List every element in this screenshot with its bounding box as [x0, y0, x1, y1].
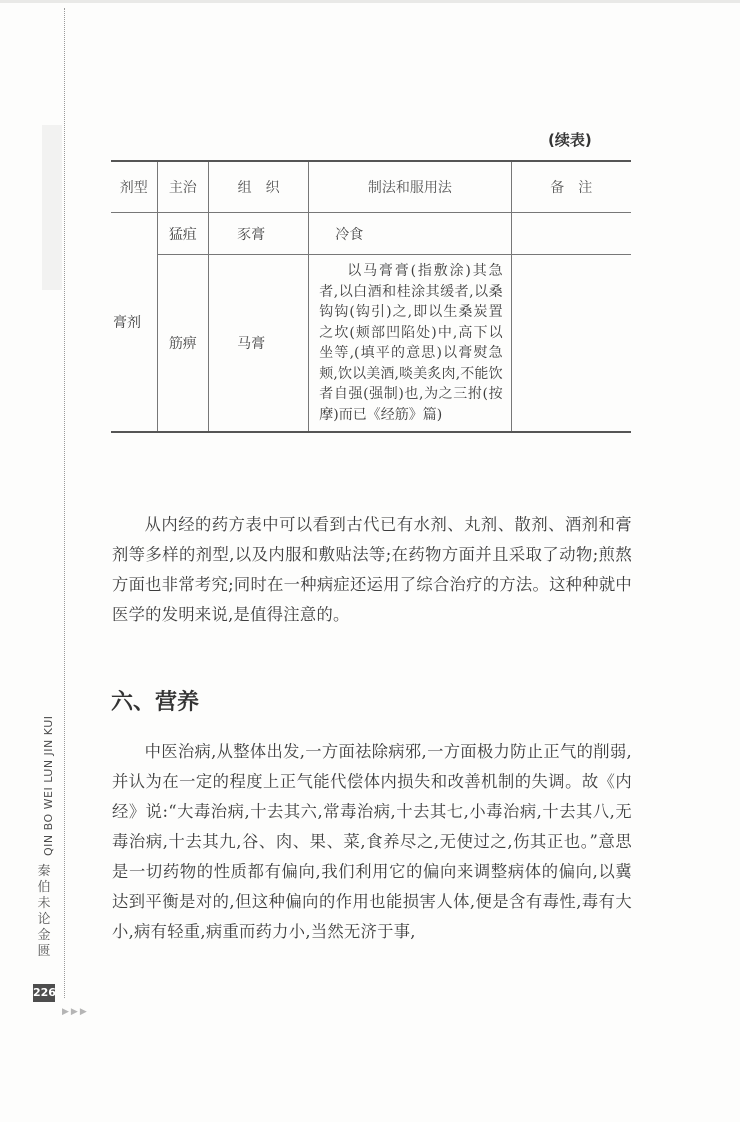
side-running-title — [36, 864, 52, 960]
cell-indication: 筋痹 — [157, 255, 209, 433]
side-title-char: 伯 — [37, 880, 51, 895]
side-title-char: 未 — [37, 896, 51, 911]
table-header-row — [111, 161, 631, 213]
header-composition: 组 织 — [209, 161, 309, 213]
side-title-char: 匮 — [37, 944, 51, 959]
cell-method — [309, 255, 511, 433]
cell-dosage-form — [111, 213, 157, 433]
header-dosage-form: 剂型 — [111, 161, 157, 213]
cell-composition: 马膏 — [209, 255, 309, 433]
header-notes: 备 注 — [511, 161, 631, 213]
table-row — [111, 213, 631, 255]
body-paragraph: 中医治病,从整体出发,一方面祛除病邪,一方面极力防止正气的削弱,并认为在一定的程度上正气能代偿体内损失和改善机制的失调。故《内经》说:“大毒治病,十去其六,常毒治病,十去其七,小毒治病,十去其八,无毒治病,十去其九,谷、肉、果、菜,食养尽之,无使过之,伤其正也。”意思是一切药物的性质都有偏向,我们利用它的偏向来调整病体的偏向,以冀达到平衡是对的,但这种偏向的作用也能损害人体,便是含有毒性,毒有大小,病有轻重,病重而药力小,当然无济于事, — [112, 742, 632, 941]
page-number: 226 — [33, 984, 55, 1002]
side-running-title-pinyin: QIN BO WEI LUN JIN KUI — [42, 715, 55, 856]
gutter-bleed-through — [42, 125, 62, 290]
page-top-edge — [0, 0, 740, 3]
cell-notes — [511, 255, 631, 433]
table-row — [111, 255, 631, 433]
cell-composition: 豕膏 — [209, 213, 309, 255]
table-continued-label: (续表) — [548, 131, 592, 149]
cell-indication: 猛疽 — [157, 213, 209, 255]
side-title-char: 论 — [37, 912, 51, 927]
section-heading: 六、营养 — [111, 690, 200, 715]
dosage-form-label: 膏剂 — [113, 315, 141, 331]
header-indication: 主治 — [157, 161, 209, 213]
cell-method: 冷食 — [309, 213, 511, 255]
cell-notes — [511, 213, 631, 255]
side-title-char: 金 — [37, 928, 51, 943]
arrow-decoration-icon: ▶▶▶ — [62, 1007, 89, 1017]
method-text: 以马膏膏(指敷涂)其急者,以白酒和桂涂其缓者,以桑钩钩(钩引)之,即以生桑炭置之坎(颊部凹陷处)中,高下以坐等,(填平的意思)以膏熨急颊,饮以美酒,啖美炙肉,不能饮者自强(强制)也,为之三拊(按摩)而已《经筋》篇) — [319, 263, 503, 423]
body-paragraph: 从内经的药方表中可以看到古代已有水剂、丸剂、散剂、酒剂和膏剂等多样的剂型,以及内服和敷贴法等;在药物方面并且采取了动物;煎熬方面也非常考究;同时在一种病症还运用了综合治疗的方法。这种种就中医学的发明来说,是值得注意的。 — [112, 515, 632, 624]
prescription-table — [111, 160, 631, 433]
header-method: 制法和服用法 — [309, 161, 511, 213]
side-title-char: 秦 — [37, 864, 51, 879]
gutter-dotted-line — [64, 8, 65, 998]
